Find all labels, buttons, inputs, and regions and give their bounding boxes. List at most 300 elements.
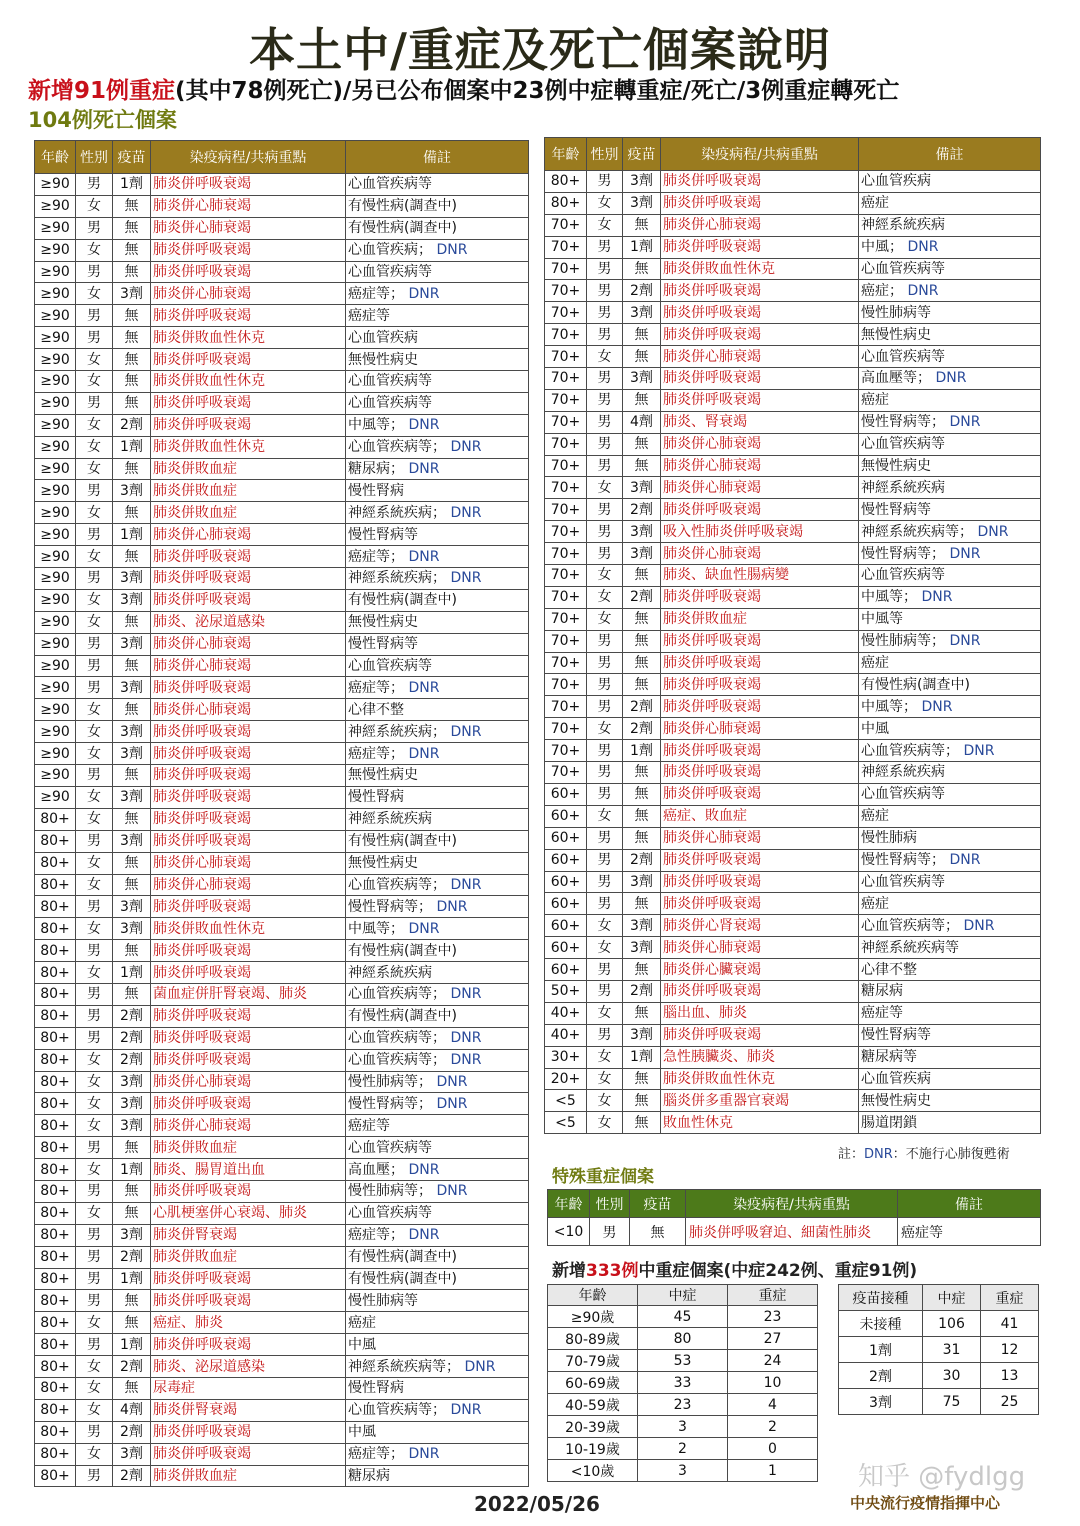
age-cell: ≥90: [35, 458, 76, 480]
deaths-table-left: [34, 140, 529, 1487]
sex-cell: 男: [76, 677, 113, 699]
table-row: [35, 940, 529, 962]
age-cell: ≥90: [35, 480, 76, 502]
disease-cell: 肺炎併敗血症: [661, 608, 859, 630]
age-cell: ≥90: [35, 721, 76, 743]
disease-cell: 肺炎併呼吸窘迫、細菌性肺炎: [686, 1218, 898, 1246]
disease-cell: 肺炎併呼吸衰竭: [151, 721, 346, 743]
table-row: [35, 1115, 529, 1137]
disease-cell: 肺炎併敗血性休克: [151, 918, 346, 940]
dnr-note: [838, 1143, 1010, 1162]
table-row: [545, 192, 1041, 214]
table-row: [545, 258, 1041, 280]
note-cell: [859, 389, 1041, 411]
sex-cell: 女: [76, 546, 113, 568]
age-cell: 80+: [35, 962, 76, 984]
note-text: 神經系統疾病；: [348, 723, 446, 740]
vaccine-cell: 1劑: [113, 962, 151, 984]
table-row: [35, 261, 529, 283]
table-row: [545, 783, 1041, 805]
disease-cell: 肺炎併呼吸衰竭: [151, 1180, 346, 1202]
note-cell: [859, 171, 1041, 193]
note-text: 神經系統疾病；: [348, 504, 446, 521]
age-cell: ≥90: [35, 589, 76, 611]
note-cell: [859, 959, 1041, 981]
table-row: [35, 1071, 529, 1093]
age-cell: 80+: [35, 1159, 76, 1181]
sex-cell: 男: [590, 1218, 630, 1246]
disease-cell: 肺炎併心肺衰竭: [151, 1115, 346, 1137]
disease-cell: 肺炎、缺血性腸病變: [661, 565, 859, 587]
note-text: 糖尿病: [348, 1467, 390, 1484]
note-text: 慢性腎病等: [861, 501, 931, 518]
note-cell: [859, 280, 1041, 302]
vaccine-cell: 2劑: [113, 1465, 151, 1487]
vaccine-cell: 3劑: [113, 721, 151, 743]
sex-cell: 女: [76, 786, 113, 808]
sex-cell: 女: [76, 852, 113, 874]
note-cell: [346, 808, 529, 830]
disease-cell: 肺炎併心肺衰竭: [151, 217, 346, 239]
note-cell: [346, 195, 529, 217]
note-text: 有慢性病(調查中): [348, 942, 457, 959]
note-cell: [346, 655, 529, 677]
note-text: 慢性肺病等: [861, 304, 931, 321]
note-text: 中風: [348, 1336, 376, 1353]
note-text: 有慢性病(調查中): [861, 676, 970, 693]
note-text: 有慢性病(調查中): [348, 1270, 457, 1287]
sex-cell: 女: [587, 1112, 623, 1134]
table-row: [35, 677, 529, 699]
sex-cell: 男: [76, 1180, 113, 1202]
vaccine-cell: 3劑: [623, 915, 661, 937]
table-row: [548, 1328, 818, 1350]
vaccine-cell: 無: [113, 392, 151, 414]
age-cell: ≥90: [35, 611, 76, 633]
vaccine-cell: 3劑: [623, 871, 661, 893]
table-row: [545, 980, 1041, 1002]
dnr-label: DNR: [404, 679, 440, 696]
sex-cell: 女: [76, 1443, 113, 1465]
vaccine-cell: 2劑: [113, 1049, 151, 1071]
vaccine-cell: 2劑: [113, 1246, 151, 1268]
deaths-label: 104例死亡個案: [28, 108, 177, 132]
age-cell: 70+: [545, 280, 587, 302]
age-cell: ≥90: [35, 305, 76, 327]
vaccine-cell: 3劑: [113, 918, 151, 940]
age-cell: 80+: [35, 983, 76, 1005]
table-row: [545, 368, 1041, 390]
vaccine-cell: 2劑: [623, 696, 661, 718]
column-header: 備註: [898, 1190, 1041, 1218]
age-cell: 80+: [35, 1268, 76, 1290]
note-text: 癌症: [348, 1314, 376, 1331]
sex-cell: 男: [76, 305, 113, 327]
table-row: [839, 1311, 1039, 1337]
note-text: 糖尿病；: [348, 461, 404, 478]
vaccine-cell: 無: [623, 762, 661, 784]
note-cell: [859, 455, 1041, 477]
vaccine-cell: 2劑: [113, 1356, 151, 1378]
dnr-label: DNR: [404, 417, 440, 434]
vaccine-cell: 3劑: [113, 786, 151, 808]
disease-cell: 肺炎併呼吸衰竭: [151, 786, 346, 808]
sex-cell: 男: [76, 1465, 113, 1487]
note-text: 中風等；: [861, 698, 917, 715]
table-row: [35, 458, 529, 480]
table-row: [35, 1268, 529, 1290]
disease-cell: 肺炎併敗血症: [151, 458, 346, 480]
sex-cell: 男: [76, 392, 113, 414]
note-text: 心血管疾病等: [348, 176, 432, 193]
page-title: 本土中/重症及死亡個案說明: [249, 23, 831, 77]
vaccine-cell: 無: [623, 214, 661, 236]
disease-cell: 肺炎併敗血性休克: [151, 371, 346, 393]
sex-cell: 男: [76, 830, 113, 852]
table-row: [545, 521, 1041, 543]
disease-cell: 肺炎併呼吸衰竭: [151, 392, 346, 414]
dnr-label: DNR: [446, 986, 482, 1003]
note-text: 慢性肺病等；: [348, 1073, 432, 1090]
note-text: 中風等: [861, 611, 903, 628]
age-cell: <10: [548, 1218, 590, 1246]
disease-cell: 肺炎併呼吸衰竭: [151, 1049, 346, 1071]
age-cell: 80+: [35, 1377, 76, 1399]
note-cell: [346, 1224, 529, 1246]
disease-cell: 肺炎併呼吸衰竭: [661, 674, 859, 696]
disease-cell: 肺炎併呼吸衰竭: [151, 1268, 346, 1290]
note-text: 心血管疾病等: [348, 395, 432, 412]
column-header: 年齡: [548, 1285, 638, 1306]
disease-cell: 肺炎併呼吸衰竭: [661, 302, 859, 324]
column-header: 疫苗接種: [839, 1285, 923, 1311]
note-text: 有慢性病(調查中): [348, 198, 457, 215]
age-cell: 70+: [545, 236, 587, 258]
note-cell: [346, 962, 529, 984]
vaccine-cell: 無: [113, 327, 151, 349]
age-cell: 80+: [35, 808, 76, 830]
vaccine-cell: 3劑: [623, 1024, 661, 1046]
note-cell: [859, 346, 1041, 368]
age-cell: 80+: [35, 874, 76, 896]
vaccine-cell: 2劑: [623, 849, 661, 871]
disease-cell: 肺炎併心肺衰竭: [151, 195, 346, 217]
note-cell: [346, 1137, 529, 1159]
table-row: [35, 589, 529, 611]
vaccine-cell: 無: [113, 852, 151, 874]
note-text: 心血管疾病等；: [348, 876, 446, 893]
vaccine-cell: 無: [113, 1180, 151, 1202]
note-dnr: DNR: [864, 1147, 893, 1162]
table-row: [35, 1290, 529, 1312]
table-row: [548, 1372, 818, 1394]
vaccine-cell: 3劑: [113, 743, 151, 765]
note-text: 心血管疾病等: [861, 436, 945, 453]
vaccine-cell: 3劑: [623, 171, 661, 193]
note-cell: [346, 1115, 529, 1137]
column-header: 年齡: [545, 138, 587, 171]
disease-cell: 肺炎併腎衰竭: [151, 1399, 346, 1421]
column-header: 染疫病程/共病重點: [686, 1190, 898, 1218]
age-cell: 80+: [35, 1246, 76, 1268]
sex-cell: 男: [76, 1421, 113, 1443]
vaccine-cell: 無: [623, 565, 661, 587]
note-cell: [859, 433, 1041, 455]
note-text: 心血管疾病等: [861, 786, 945, 803]
disease-cell: 肺炎併心肺衰竭: [661, 455, 859, 477]
moderate-cell: 3: [638, 1460, 728, 1482]
age-cell: 80+: [35, 1049, 76, 1071]
note-text: 無慢性病史: [861, 326, 931, 343]
vaccination-cell: 未接種: [839, 1311, 923, 1337]
disease-cell: 肺炎併心肺衰竭: [661, 718, 859, 740]
sex-cell: 男: [76, 983, 113, 1005]
note-text: 無慢性病史: [348, 767, 418, 784]
vaccine-cell: 1劑: [113, 524, 151, 546]
note-cell: [346, 918, 529, 940]
vaccine-cell: 無: [113, 239, 151, 261]
column-header: 備註: [346, 141, 529, 174]
vaccine-cell: 3劑: [623, 192, 661, 214]
vaccine-cell: 無: [623, 959, 661, 981]
note-text: 癌症等；: [348, 548, 404, 565]
table-row: [35, 765, 529, 787]
moderate-cell: 75: [923, 1389, 981, 1415]
note-cell: [346, 896, 529, 918]
note-cell: [346, 1049, 529, 1071]
severe-cell: 13: [981, 1363, 1039, 1389]
disease-cell: 肺炎併心肺衰竭: [151, 283, 346, 305]
vaccine-cell: 4劑: [623, 411, 661, 433]
vaccine-cell: 2劑: [623, 280, 661, 302]
age-cell: 70+: [545, 324, 587, 346]
note-text: 心血管疾病等: [348, 373, 432, 390]
disease-cell: 肺炎併呼吸衰竭: [151, 174, 346, 196]
dnr-label: DNR: [460, 1358, 496, 1375]
age-cell: 80+: [35, 852, 76, 874]
sex-cell: 女: [76, 502, 113, 524]
age-group-cell: 80-89歲: [548, 1328, 638, 1350]
note-text: 糖尿病等: [861, 1049, 917, 1066]
note-cell: [346, 852, 529, 874]
note-text: 心血管疾病: [861, 173, 931, 190]
note-text: 神經系統疾病等: [861, 939, 959, 956]
age-cell: ≥90: [35, 502, 76, 524]
sex-cell: 男: [587, 783, 623, 805]
disease-cell: 肺炎併心肺衰竭: [151, 699, 346, 721]
note-text: 心血管疾病等: [861, 873, 945, 890]
sex-cell: 女: [587, 608, 623, 630]
disease-cell: 肺炎併心肺衰竭: [661, 433, 859, 455]
note-text: 心血管疾病等；: [348, 1030, 446, 1047]
disease-cell: 肺炎併呼吸衰竭: [151, 940, 346, 962]
disease-cell: 肺炎併呼吸衰竭: [151, 1443, 346, 1465]
vaccination-cell: 1劑: [839, 1337, 923, 1363]
note-text: 有慢性病(調查中): [348, 1008, 457, 1025]
vaccine-cell: 3劑: [113, 677, 151, 699]
vaccine-cell: 無: [623, 608, 661, 630]
table-row: [545, 893, 1041, 915]
table-row: [35, 546, 529, 568]
note-text: 慢性腎病等: [348, 526, 418, 543]
sex-cell: 男: [76, 480, 113, 502]
table-row: [545, 1112, 1041, 1134]
note-cell: [346, 1443, 529, 1465]
severe-cell: 27: [728, 1328, 818, 1350]
severe-cell: 10: [728, 1372, 818, 1394]
moderate-cell: 106: [923, 1311, 981, 1337]
note-text: 無慢性病史: [348, 614, 418, 631]
severe-cell: 12: [981, 1337, 1039, 1363]
sex-cell: 男: [76, 765, 113, 787]
age-cell: 80+: [35, 1071, 76, 1093]
vaccine-cell: 1劑: [113, 1268, 151, 1290]
vaccine-cell: 3劑: [623, 477, 661, 499]
sex-cell: 女: [587, 1068, 623, 1090]
column-header: 疫苗: [623, 138, 661, 171]
vaccine-cell: 無: [623, 389, 661, 411]
moderate-cell: 31: [923, 1337, 981, 1363]
vaccine-cell: 3劑: [113, 896, 151, 918]
disease-cell: 肺炎併心肾衰竭: [661, 915, 859, 937]
note-cell: [346, 174, 529, 196]
sex-cell: 女: [76, 195, 113, 217]
age-cell: 70+: [545, 543, 587, 565]
vaccine-cell: 無: [113, 983, 151, 1005]
note-prefix: 註：: [838, 1147, 865, 1162]
table-row: [545, 1046, 1041, 1068]
table-row: [35, 414, 529, 436]
subtitle-highlight: 新增91例重症: [28, 78, 176, 104]
vaccine-cell: 無: [623, 1090, 661, 1112]
sex-cell: 女: [76, 239, 113, 261]
table-row: [545, 499, 1041, 521]
disease-cell: 肺炎併心肺衰竭: [661, 346, 859, 368]
note-text: 神經系統疾病等；: [348, 1358, 460, 1375]
disease-cell: 肺炎併呼吸衰竭: [151, 962, 346, 984]
moderate-cell: 33: [638, 1372, 728, 1394]
note-cell: [346, 743, 529, 765]
sex-cell: 男: [76, 568, 113, 590]
watermark: 知乎 @fydlgg: [858, 1462, 1026, 1492]
note-cell: [859, 1046, 1041, 1068]
age-group-cell: 10-19歲: [548, 1438, 638, 1460]
new-title-pre: 新增: [552, 1261, 586, 1281]
note-cell: [346, 1399, 529, 1421]
disease-cell: 肺炎併呼吸衰竭: [151, 1093, 346, 1115]
table-row: [545, 543, 1041, 565]
note-text: 心血管疾病等；: [861, 742, 959, 759]
table-row: [35, 1246, 529, 1268]
note-text: 癌症等；: [348, 745, 404, 762]
disease-cell: 肺炎併心肺衰竭: [661, 543, 859, 565]
sex-cell: 女: [76, 699, 113, 721]
note-cell: [346, 611, 529, 633]
sex-cell: 男: [76, 1268, 113, 1290]
disease-cell: 肺炎併敗血症: [151, 1465, 346, 1487]
age-cell: ≥90: [35, 349, 76, 371]
age-cell: ≥90: [35, 655, 76, 677]
table-row: [35, 217, 529, 239]
vaccine-cell: 3劑: [113, 830, 151, 852]
disease-cell: 肺炎、泌尿道感染: [151, 611, 346, 633]
sex-cell: 男: [587, 959, 623, 981]
age-cell: ≥90: [35, 524, 76, 546]
note-text: 有慢性病(調查中): [348, 220, 457, 237]
dnr-label: DNR: [446, 570, 482, 587]
vaccine-cell: 1劑: [113, 1159, 151, 1181]
vaccine-cell: 無: [623, 652, 661, 674]
note-cell: [346, 786, 529, 808]
age-cell: <5: [545, 1090, 587, 1112]
vaccine-cell: 無: [623, 893, 661, 915]
note-text: 慢性腎病等；: [861, 414, 945, 431]
note-text: 心血管疾病等；: [348, 1402, 446, 1419]
disease-cell: 肺炎併呼吸衰竭: [151, 239, 346, 261]
disease-cell: 肺炎併心肺衰竭: [151, 874, 346, 896]
note-cell: [859, 1068, 1041, 1090]
table-row: [35, 1137, 529, 1159]
age-cell: 80+: [35, 1312, 76, 1334]
table-row: [545, 915, 1041, 937]
age-cell: 20+: [545, 1068, 587, 1090]
sex-cell: 男: [76, 1334, 113, 1356]
note-cell: [346, 1027, 529, 1049]
age-cell: 80+: [35, 1180, 76, 1202]
table-row: [545, 455, 1041, 477]
disease-cell: 肺炎併敗血症: [151, 1137, 346, 1159]
vaccine-cell: 無: [623, 805, 661, 827]
age-group-cell: 20-39歲: [548, 1416, 638, 1438]
table-row: [35, 874, 529, 896]
vaccine-cell: 無: [113, 546, 151, 568]
age-cell: 70+: [545, 411, 587, 433]
disease-cell: 肺炎併心肺衰竭: [661, 214, 859, 236]
vaccine-cell: 3劑: [623, 368, 661, 390]
disease-cell: 肺炎併呼吸衰竭: [661, 499, 859, 521]
note-cell: [346, 1005, 529, 1027]
age-cell: 30+: [545, 1046, 587, 1068]
age-cell: ≥90: [35, 633, 76, 655]
sex-cell: 男: [587, 499, 623, 521]
sex-cell: 男: [587, 543, 623, 565]
table-row: [35, 502, 529, 524]
age-cell: 80+: [35, 1115, 76, 1137]
disease-cell: 腦出血、肺炎: [661, 1002, 859, 1024]
disease-cell: 肺炎併呼吸衰竭: [151, 743, 346, 765]
age-cell: 70+: [545, 565, 587, 587]
table-row: [35, 830, 529, 852]
disease-cell: 肺炎併敗血性休克: [661, 258, 859, 280]
dnr-label: DNR: [446, 1052, 482, 1069]
dnr-label: DNR: [404, 285, 440, 302]
table-row: [35, 524, 529, 546]
age-cell: 40+: [545, 1002, 587, 1024]
table-row: [35, 392, 529, 414]
sex-cell: 男: [76, 174, 113, 196]
note-text: 中風等；: [348, 920, 404, 937]
dnr-label: DNR: [404, 1446, 440, 1463]
table-row: [545, 236, 1041, 258]
dnr-label: DNR: [432, 242, 468, 259]
sex-cell: 男: [76, 940, 113, 962]
sex-cell: 女: [76, 808, 113, 830]
sex-cell: 男: [76, 896, 113, 918]
age-cell: 70+: [545, 433, 587, 455]
note-text: 癌症等: [861, 1005, 903, 1022]
dnr-label: DNR: [973, 523, 1009, 540]
disease-cell: 肺炎併敗血症: [151, 480, 346, 502]
